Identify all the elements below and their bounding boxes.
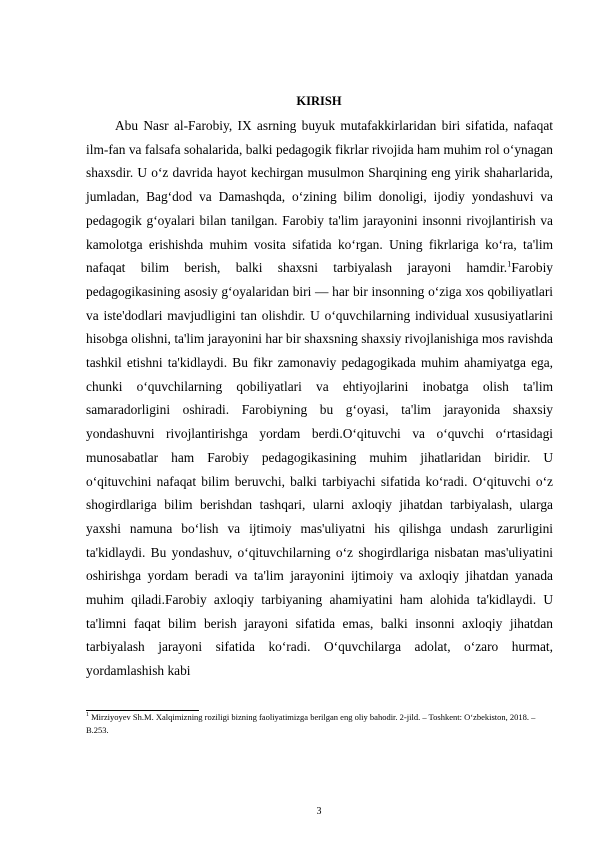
footnote-reference: 1	[507, 258, 512, 269]
section-heading: KIRISH	[296, 94, 342, 108]
body-paragraph	[86, 114, 553, 683]
footnote-mark: 1	[86, 712, 89, 719]
page-number: 3	[316, 806, 322, 817]
body-text-part2: Farobiy pedagogikasining asosiy g‘oyalaridan biri — har bir insonning o‘ziga xos qobiliyatlari va iste'dodlari mavjudligini tan olishdir. U o‘quvchilarning individual xususiyatlarini hisobga olishni, ta'lim jarayonini har bir shaxsning shaxsiy rivojlanishiga mos ravishda tashkil etishni ta'kidlaydi. Bu fikr zamonaviy pedagogikada muhim ahamiyatga ega, chunki o‘quvchilarning qobiliyatlari va ehtiyojlarini inobatga olish ta'lim samaradorligini oshiradi. Farobiyning bu g‘oyasi, ta'lim jarayonida shaxsiy yondashuvni rivojlantirishga yordam berdi.O‘qituvchi va o‘quvchi o‘rtasidagi munosabatlar ham Farobiy pedagogikasining muhim jihatlaridan biridir. U o‘qituvchini nafaqat bilim beruvchi, balki tarbiyachi sifatida ko‘radi. O‘qituvchi o‘z shogirdlariga bilim berishdan tashqari, ularni axloqiy jihatdan tarbiyalash, ularga yaxshi namuna bo‘lish va ijtimoiy mas'uliyatni his qilishga undash zarurligini ta'kidlaydi. Bu yondashuv, o‘qituvchilarning o‘z shogirdlariga nisbatan mas'uliyatini oshirishga yordam beradi va ta'lim jarayonini ijtimoiy va axloqiy jihatdan yanada muhim qiladi.Farobiy axloqiy tarbiyaning ahamiyatini ham alohida ta'kidlaydi. U ta'limni faqat bilim berish jarayoni sifatida emas, balki insonni axloqiy jihatdan tarbiyalash jarayoni sifatida ko‘radi. O‘quvchilarga adolat, o‘zaro hurmat, yordamlashish kabi	[86, 260, 553, 679]
footnote	[86, 711, 553, 737]
body-text-part1: Abu Nasr al-Farobiy, IX asrning buyuk mutafakkirlaridan biri sifatida, nafaqat ilm-fan va falsafa sohalarida, balki pedagogik fikrlar rivojida ham muhim rol o‘ynagan shaxsdir. U o‘z davrida hayot kechirgan musulmon Sharqining eng yirik shaharlarida, jumladan, Bag‘dod va Damashqda, o‘zining bilim donoligi, ijodiy yondashuvi va pedagogik g‘oyalari bilan tanilgan. Farobiy ta'lim jarayonini insonni rivojlantirish va kamolotga erishishda muhim vosita sifatida ko‘rgan. Uning fikrlariga ko‘ra, ta'lim nafaqat bilim berish, balki shaxsni tarbiyalash jarayoni hamdir.	[86, 118, 553, 276]
footnote-text: Mirziyoyev Sh.M. Xalqimizning roziligi bizning faoliyatimizga berilgan eng oliy bahodir. 2-jild. – Toshkent: O‘zbekiston, 2018. – B.253.	[86, 712, 536, 735]
